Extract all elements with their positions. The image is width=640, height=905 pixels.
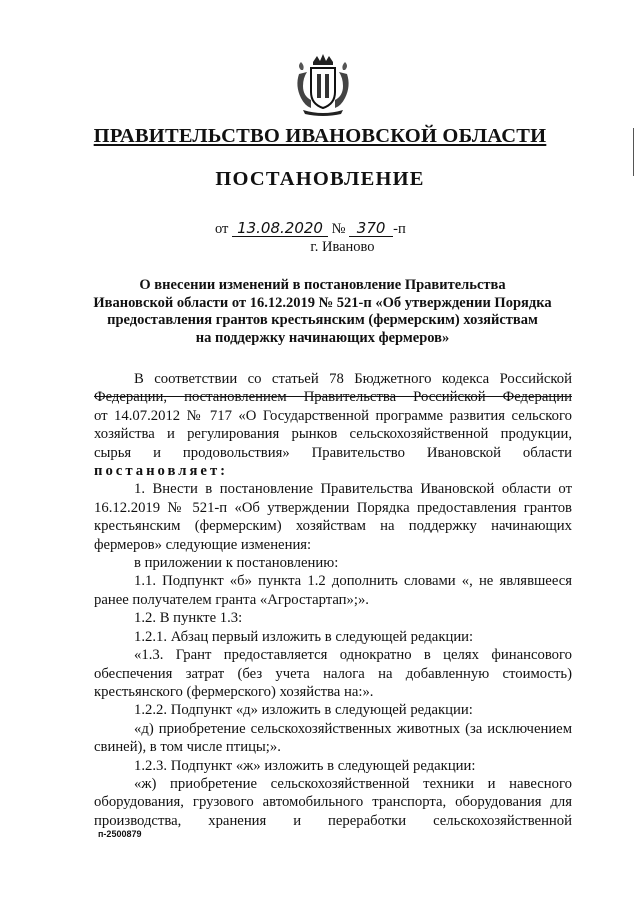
body-line-struck: Федерации, постановлением Правительства Российской Федерации: [94, 389, 572, 406]
item-1: 1. Внести в постановление Правительства Ивановской области от 16.12.2019 № 521-п «Об утверждении Порядка предоставления грантов крестьянским (фермерским) хозяйствам на поддержку начинающих фермеров» следующие изменения:: [94, 481, 572, 553]
date-number-line: [215, 221, 406, 238]
annex-line: в приложении к постановлению:: [134, 555, 339, 572]
handwritten-number: 370: [349, 221, 393, 237]
coat-of-arms-emblem: [293, 52, 353, 118]
document-type-heading: ПОСТАНОВЛЕНИЕ: [215, 168, 425, 190]
scan-margin-mark: [633, 128, 634, 176]
document-body: [94, 370, 572, 830]
subject-line: предоставления грантов крестьянским (фермерским) хозяйствам: [107, 312, 538, 328]
date-prefix: от: [215, 221, 229, 237]
body-line: сырья и продовольствия» Правительство Ивановской области: [94, 444, 572, 461]
number-sign: №: [331, 221, 346, 237]
subject-line: на поддержку начинающих фермеров»: [195, 329, 450, 346]
quote-d: «д) приобретение сельскохозяйственных животных (за исключением свиней), в том числе птицы;».: [94, 720, 572, 756]
item-1-2-1: 1.2.1. Абзац первый изложить в следующей редакции:: [134, 628, 474, 645]
quote-1-3: «1.3. Грант предоставляется однократно в целях финансового обеспечения затрат (без учета налога на добавленную стоимость) крестьянского (фермерского) хозяйства на:».: [94, 647, 572, 700]
body-line: от 14.07.2012 № 717 «О Государственной программе развития сельского: [94, 407, 572, 424]
subject-heading: [90, 277, 555, 347]
decree-word: постановляет:: [94, 463, 229, 480]
city-line: г. Иваново: [310, 239, 375, 255]
item-1-2-2: 1.2.2. Подпункт «д» изложить в следующей редакции:: [134, 702, 473, 719]
item-1-1: 1.1. Подпункт «б» пункта 1.2 дополнить словами «, не являвшееся ранее получателем гранта «Агростартап»;».: [94, 573, 572, 608]
body-line: хозяйства и регулирования рынков сельскохозяйственной продукции,: [94, 426, 572, 443]
item-1-2: 1.2. В пункте 1.3:: [134, 610, 243, 627]
government-title: ПРАВИТЕЛЬСТВО ИВАНОВСКОЙ ОБЛАСТИ: [93, 125, 547, 147]
subject-line: О внесении изменений в постановление Правительства: [139, 277, 506, 293]
document-code: п-2500879: [98, 829, 142, 839]
subject-line: Ивановской области от 16.12.2019 № 521-п «Об утверждении Порядка: [93, 294, 552, 311]
handwritten-date: 13.08.2020: [232, 221, 328, 237]
number-suffix: -п: [393, 221, 406, 237]
quote-zh: «ж) приобретение сельскохозяйственной техники и навесного оборудования, грузового автомобильного транспорта, оборудования для производства, хранения и переработки сельскохозяйственной: [94, 775, 572, 829]
body-line: В соответствии со статьей 78 Бюджетного кодекса Российской: [134, 371, 572, 387]
item-1-2-3: 1.2.3. Подпункт «ж» изложить в следующей редакции:: [134, 757, 476, 774]
